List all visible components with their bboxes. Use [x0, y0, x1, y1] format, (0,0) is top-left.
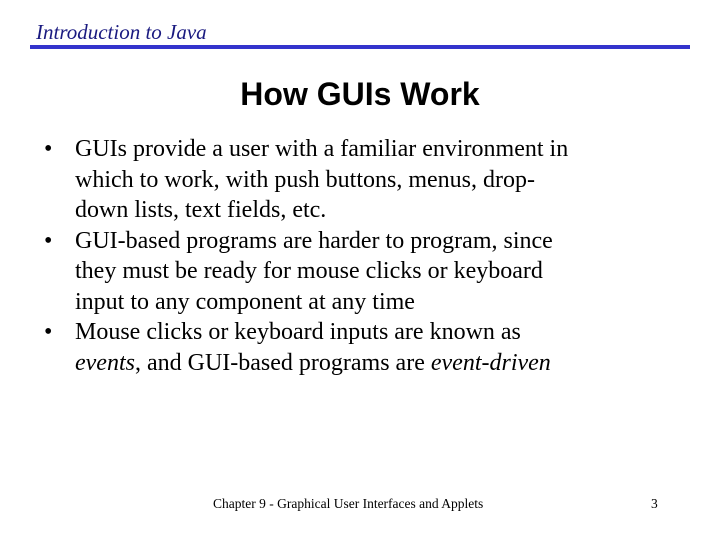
emphasis-term: event-driven: [430, 349, 551, 376]
bullet-item: [44, 226, 684, 318]
bullet-item: [44, 317, 684, 378]
bullet-line: which to work, with push buttons, menus, drop-: [75, 166, 535, 193]
bullet-line: they must be ready for mouse clicks or keyboard: [75, 258, 543, 284]
bullet-icon: •: [44, 136, 53, 162]
emphasis-term: events: [75, 349, 135, 376]
bullet-line: GUIs provide a user with a familiar environment in: [75, 136, 569, 162]
slide-title: How GUIs Work: [240, 76, 480, 112]
footer-text: Chapter 9 - Graphical User Interfaces and Applets: [213, 496, 484, 511]
bullet-line: GUI-based programs are harder to program, since: [75, 227, 553, 254]
bullet-icon: •: [44, 227, 53, 254]
bullet-item: [44, 134, 684, 226]
page-number: 3: [651, 496, 658, 511]
bullet-list: [44, 134, 684, 378]
header-divider: [30, 45, 690, 49]
bullet-line: [75, 348, 684, 379]
bullet-icon: •: [44, 319, 53, 345]
bullet-line: down lists, text fields, etc.: [75, 197, 327, 223]
bullet-line: Mouse clicks or keyboard inputs are known as: [75, 319, 521, 345]
header-title: Introduction to Java: [36, 20, 207, 44]
bullet-line-text: , and GUI-based programs are: [134, 349, 431, 376]
bullet-line: input to any component at any time: [75, 288, 415, 315]
